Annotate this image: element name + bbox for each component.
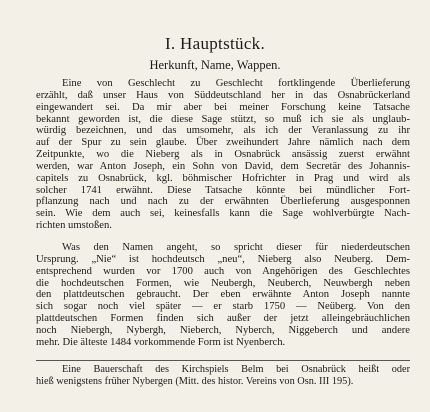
footnote xyxy=(36,364,410,388)
text-line: die hochdeutschen Formen, wie Neubergh, Neuberch, Neuwbergh neben xyxy=(36,277,410,289)
text-line: Zeitpunkte, wo die Nieberg als in Osnabrück ansässig zuerst erwähnt xyxy=(36,149,410,161)
text-line: eingewandert sei. Da mir aber bei meiner Forschung keine Tatsache xyxy=(36,101,410,113)
text-line: hieß wenigstens früher Nybergen (Mitt. des histor. Vereins von Osn. III 195). xyxy=(36,375,354,387)
text-line: bekannt geworden ist, die diese Sage stützt, so muß ich sie als unglaub- xyxy=(36,113,410,125)
text-line: pflanzung nach und nach zu der erwähnten Überlieferung ausgesponnen xyxy=(36,196,410,208)
text-line: capitels zu Osnabrück, kgl. böhmischer Hofrichter in Prag und wird als xyxy=(36,172,410,184)
text-line: sein. Wie dem auch sei, keinesfalls kann die Sage wohlverbürgte Nach- xyxy=(36,208,410,220)
text-line: erzählt, daß unser Haus von Süddeutschland her in das Osnabrückerland xyxy=(36,89,410,101)
text-line: Eine von Geschlecht zu Geschlecht fortklingende Überlieferung xyxy=(62,78,410,89)
text-line: Ursprung. „Nie“ ist hochdeutsch „neu“, Nieberg also Neuberg. Dem- xyxy=(36,253,410,265)
text-line: werden, war Anton Joseph, ein Sohn von David, dem Secretär des Johannis- xyxy=(36,160,410,172)
text-line: richten umstoßen. xyxy=(36,220,112,232)
text-line: sich sogar noch viel später — er starb 1750 — Neüberg. Von den xyxy=(36,301,410,313)
text-line: den plattdeutschen gebraucht. Der eben erwähnte Anton Joseph nannte xyxy=(36,289,410,301)
text-line: solcher 1741 erwähnt. Diese Tatsache könnte bei mündlicher Fort- xyxy=(36,184,410,196)
text-line: noch Niebergh, Nybergh, Nieberch, Nyberch, Niggeberch und andere xyxy=(36,324,410,336)
footnote-divider xyxy=(36,360,410,361)
text-line: Was den Namen angeht, so spricht dieser für niederdeutschen xyxy=(62,242,410,253)
paragraph-name-origin xyxy=(36,242,410,349)
text-line: würdig bezeichnen, und das umsomehr, als ich der Veranlassung zu ihr xyxy=(36,125,410,137)
text-line: Eine Bauerschaft des Kirchspiels Belm bei Osnabrück heißt oder xyxy=(62,364,410,375)
chapter-subheading: Herkunft, Name, Wappen. xyxy=(149,58,281,72)
text-line: mehr. Die älteste 1484 vorkommende Form ist Nyenberch. xyxy=(36,336,286,348)
text-line: plattdeutschen Formen finden sich außer der jetzt alleingebräuchlichen xyxy=(36,313,410,325)
text-line: entsprechend wurden vor 1700 auch von Angehörigen des Geschlechtes xyxy=(36,265,410,277)
chapter-heading: I. Hauptstück. xyxy=(164,34,266,53)
text-line: auf der Spur zu sein glaube. Über zweihundert Jahre nämlich nach dem xyxy=(36,137,410,149)
paragraph-tradition xyxy=(36,78,410,232)
